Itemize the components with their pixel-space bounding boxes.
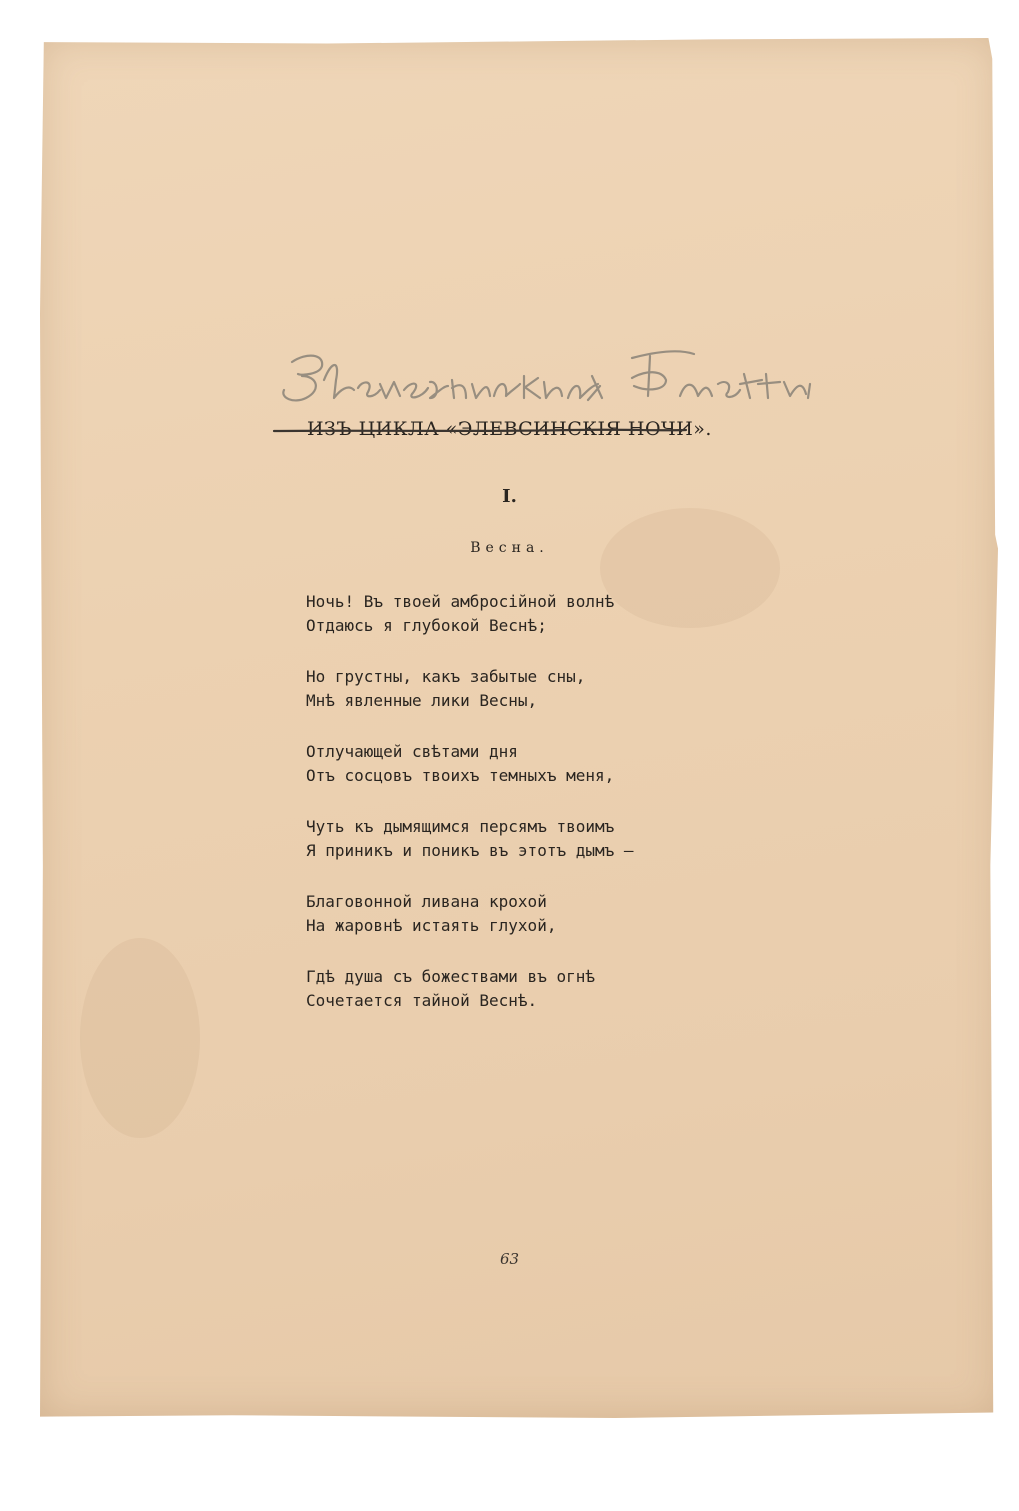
paper-stain — [80, 938, 200, 1138]
poem-line: Гдѣ душа съ божествами въ огнѣ — [306, 967, 595, 986]
cycle-title-text: ИЗЪ ЦИКЛА «ЭЛЕВСИНСКІЯ НОЧИ». — [307, 418, 712, 440]
poem-line: Ночь! Въ твоей амбросійной волнѣ — [306, 592, 615, 611]
stanza — [306, 965, 634, 1013]
handwritten-pencil-note — [262, 340, 842, 410]
stanza — [306, 815, 634, 863]
poem-line: Отлучающей свѣтами дня — [306, 742, 518, 761]
poem-line: На жаровнѣ истаять глухой, — [306, 916, 557, 935]
pencil-strikethrough — [272, 426, 688, 436]
stanza — [306, 590, 634, 638]
poem-title: Весна. — [470, 540, 549, 556]
poem-line: Я приникъ и поникъ въ этотъ дымъ — — [306, 841, 634, 860]
poem-line: Благовонной ливана крохой — [306, 892, 547, 911]
poem-body — [306, 590, 634, 1040]
stanza — [306, 665, 634, 713]
section-number: I. — [502, 486, 517, 507]
poem-line: Отдаюсь я глубокой Веснѣ; — [306, 616, 547, 635]
poem-line: Отъ сосцовъ твоихъ темныхъ меня, — [306, 766, 615, 785]
poem-line: Сочетается тайной Веснѣ. — [306, 991, 538, 1010]
poem-line: Чуть къ дымящимся персямъ твоимъ — [306, 817, 615, 836]
poem-line: Но грустны, какъ забытые сны, — [306, 667, 586, 686]
stanza — [306, 740, 634, 788]
stanza — [306, 890, 634, 938]
page-number: 63 — [499, 1250, 520, 1268]
svg-text:Элевсинскія Флейты: Элевсинскія Флейты — [262, 340, 273, 341]
poem-line: Мнѣ явленные лики Весны, — [306, 691, 538, 710]
